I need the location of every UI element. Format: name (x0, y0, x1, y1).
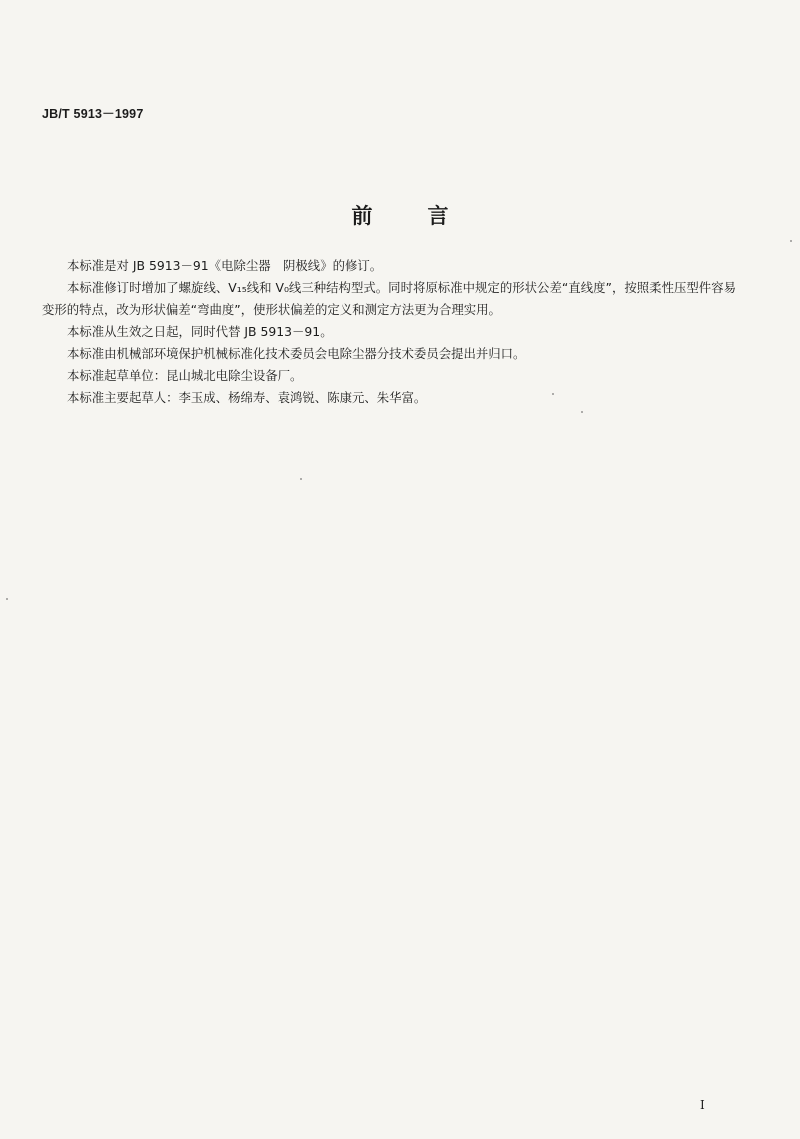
scan-speck (581, 411, 583, 413)
scan-speck (790, 240, 792, 242)
scan-speck (300, 478, 302, 480)
scan-speck (552, 393, 554, 395)
standard-number: JB/T 5913－1997 (42, 107, 144, 121)
paragraph-proposer: 本标准由机械部环境保护机械标准化技术委员会电除尘器分技术委员会提出并归口。 (67, 346, 526, 361)
foreword-body (42, 255, 736, 409)
paragraph-drafting-unit: 本标准起草单位：昆山城北电除尘设备厂。 (67, 368, 303, 383)
paragraph-drafters: 本标准主要起草人：李玉成、杨绵寿、袁鸿锐、陈康元、朱华富。 (67, 390, 427, 405)
paragraph-changes: 本标准修订时增加了螺旋线、V₁₅线和 V₀线三种结构型式。同时将原标准中规定的形状公差“直线度”，按照柔性压型件容易变形的特点，改为形状偏差“弯曲度”，使形状偏差的定义和测定方法更为合理实用。 (42, 280, 736, 317)
paragraph-supersedes: 本标准从生效之日起，同时代替 JB 5913－91。 (67, 324, 333, 339)
scan-speck (6, 598, 8, 600)
page-title: 前言 (351, 204, 504, 228)
page-number: I (700, 1098, 705, 1112)
paragraph-revision: 本标准是对 JB 5913－91《电除尘器 阴极线》的修订。 (67, 258, 383, 273)
